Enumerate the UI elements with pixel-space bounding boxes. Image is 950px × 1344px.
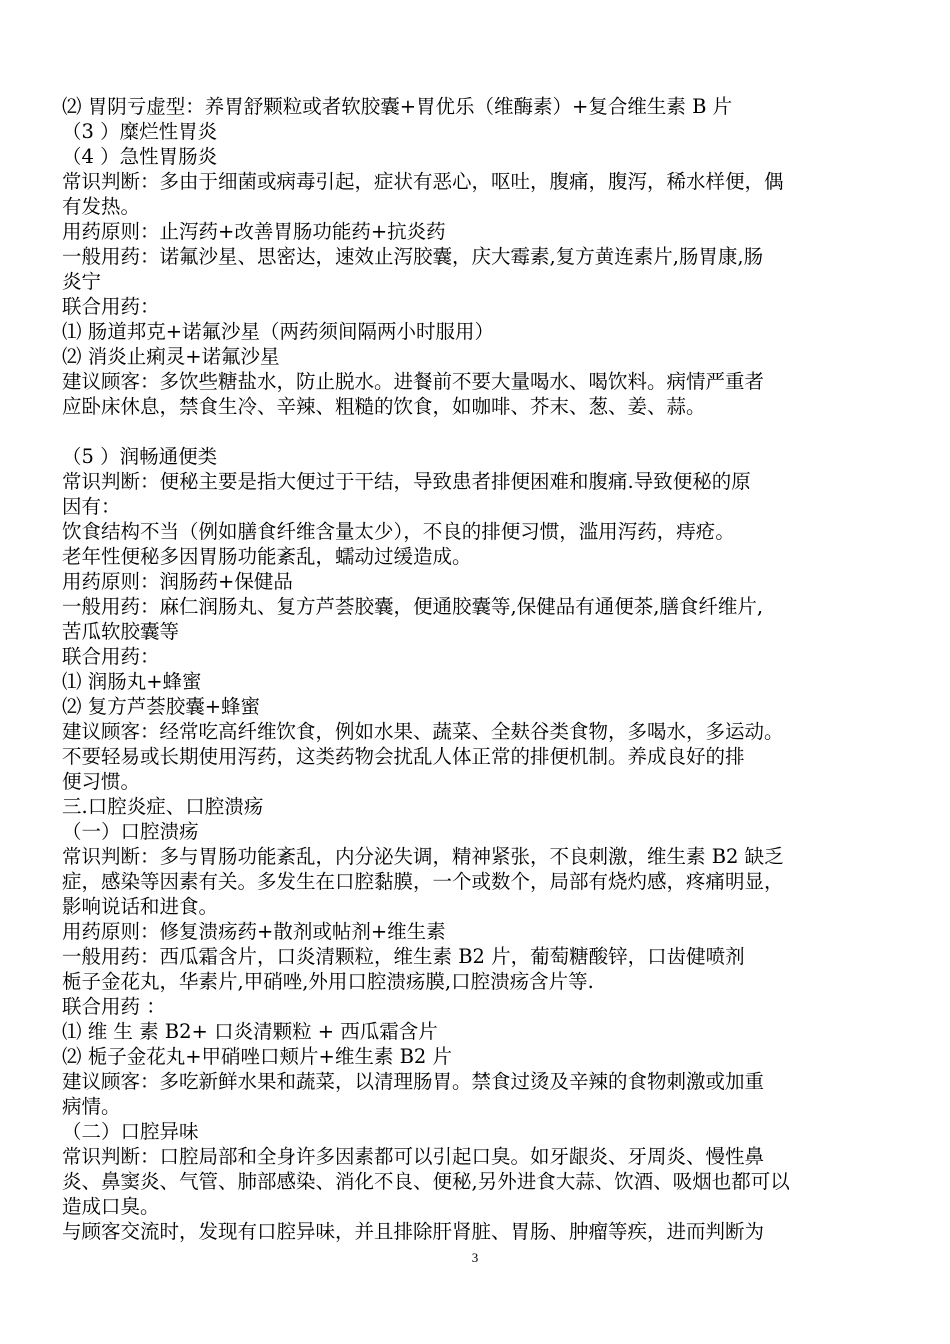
text-line: 炎宁 [62, 270, 102, 293]
text-line: 用药原则：止泻药+改善胃肠功能药+抗炎药 [62, 220, 446, 243]
text-line: 应卧床休息，禁食生冷、辛辣、粗糙的饮食，如咖啡、芥末、葱、姜、蒜。 [62, 395, 706, 418]
text-line: 症，感染等因素有关。多发生在口腔黏膜，一个或数个，局部有烧灼感，疼痛明显， [62, 870, 784, 893]
document-body [62, 94, 892, 1244]
text-line: （一）口腔溃疡 [62, 820, 199, 843]
text-line: 因有： [62, 495, 121, 518]
text-line: 栀子金花丸，华素片,甲硝唑,外用口腔溃疡膜,口腔溃疡含片等. [62, 970, 594, 993]
text-line: ⑴ 维 生 素 B2+ 口炎清颗粒 + 西瓜霜含片 [62, 1020, 438, 1043]
text-line: 便习惯。 [62, 770, 141, 793]
text-line: 常识判断：多与胃肠功能紊乱，内分泌失调，精神紧张，不良刺激，维生素 B2 缺乏 [62, 845, 784, 868]
text-line: 有发热。 [62, 195, 141, 218]
page-number: 3 [471, 1250, 479, 1265]
text-line: 一般用药：麻仁润肠丸、复方芦荟胶囊，便通胶囊等,保健品有通便茶,膳食纤维片, [62, 595, 764, 618]
text-line: ⑵ 复方芦荟胶囊+蜂蜜 [62, 695, 261, 718]
text-line: 不要轻易或长期使用泻药，这类药物会扰乱人体正常的排便机制。养成良好的排 [62, 745, 745, 768]
text-line: 饮食结构不当（例如膳食纤维含量太少），不良的排便习惯，滥用泻药，痔疮。 [62, 520, 735, 543]
text-line [62, 419, 892, 444]
text-line: 建议顾客：多吃新鲜水果和蔬菜，以清理肠胃。禁食过烫及辛辣的食物刺激或加重 [62, 1070, 765, 1093]
text-line: 联合用药： [62, 295, 160, 318]
text-line: （3 ）糜烂性胃炎 [62, 120, 218, 143]
text-line: 炎、鼻窦炎、气管、肺部感染、消化不良、便秘,另外进食大蒜、饮酒、吸烟也都可以 [62, 1170, 790, 1193]
text-line: 用药原则：润肠药+保健品 [62, 570, 293, 593]
text-line: 用药原则：修复溃疡药+散剂或帖剂+维生素 [62, 920, 446, 943]
text-line: 建议顾客：多饮些糖盐水，防止脱水。进餐前不要大量喝水、喝饮料。病情严重者 [62, 370, 765, 393]
text-line: 建议顾客：经常吃高纤维饮食，例如水果、蔬菜、全麸谷类食物，多喝水，多运动。 [62, 720, 784, 743]
text-line: 影响说话和进食。 [62, 895, 219, 918]
text-line: 联合用药： [62, 645, 160, 668]
text-line: 联合用药 ： [62, 995, 166, 1018]
text-line: ⑴ 肠道邦克+诺氟沙星（两药须间隔两小时服用） [62, 320, 495, 343]
text-line: 三.口腔炎症、口腔溃疡 [62, 795, 264, 818]
text-line: 病情。 [62, 1095, 121, 1118]
text-line: 与顾客交流时，发现有口腔异味，并且排除肝肾脏、胃肠、肿瘤等疾，进而判断为 [62, 1220, 765, 1243]
text-line: 老年性便秘多因胃肠功能紊乱，蠕动过缓造成。 [62, 545, 472, 568]
text-line: ⑵ 消炎止痢灵+诺氟沙星 [62, 345, 280, 368]
text-line: 造成口臭。 [62, 1195, 160, 1218]
text-line: （5 ）润畅通便类 [62, 445, 218, 468]
text-line: 一般用药：诺氟沙星、思密达，速效止泻胶囊，庆大霉素,复方黄连素片,肠胃康,肠 [62, 245, 764, 268]
text-line: ⑴ 润肠丸+蜂蜜 [62, 670, 202, 693]
text-line: 常识判断：便秘主要是指大便过于干结，导致患者排便困难和腹痛.导致便秘的原 [62, 470, 751, 493]
text-line: （4 ）急性胃肠炎 [62, 145, 218, 168]
text-line: ⑵ 胃阴亏虚型：养胃舒颗粒或者软胶囊+胃优乐（维酶素）+复合维生素 B 片 [62, 95, 733, 118]
text-line: 一般用药：西瓜霜含片，口炎清颗粒，维生素 B2 片，葡萄糖酸锌，口齿健喷剂 [62, 945, 745, 968]
text-line: 苦瓜软胶囊等 [62, 620, 180, 643]
text-line: 常识判断：口腔局部和全身许多因素都可以引起口臭。如牙龈炎、牙周炎、慢性鼻 [62, 1145, 765, 1168]
text-line: ⑵ 栀子金花丸+甲硝唑口颊片+维生素 B2 片 [62, 1045, 453, 1068]
text-line: 常识判断：多由于细菌或病毒引起，症状有恶心，呕吐，腹痛，腹泻，稀水样便，偶 [62, 170, 784, 193]
text-line: （二）口腔异味 [62, 1120, 199, 1143]
